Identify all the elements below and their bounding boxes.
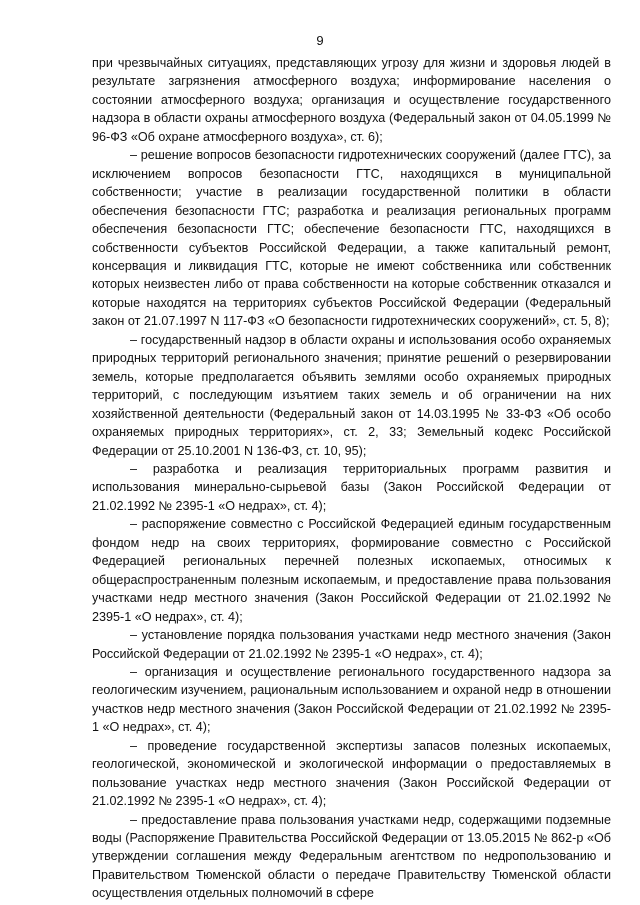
paragraph-hydraulic-structures: – решение вопросов безопасности гидротехнических сооружений (далее ГТС), за исключением вопросов безопасности ГТС, находящихся в муниципальной собственности; участие в реализации государственной политики в области обеспечения безопасности ГТС; разработка и реализация региональных программ обеспечения безопасности ГТС; обеспечение безопасности ГТС, находящихся в собственности субъектов Российской Федерации, а также капитальный ремонт, консервация и ликвидация ГТС, которые не имеют собственника или собственник которых неизвестен либо от права собственности на которые собственник отказался и которые находятся на территориях субъектов Российской Федерации (Федеральный закон от 21.07.1997 N 117-ФЗ «О безопасности гидротехнических сооружений», ст. 5, 8); [92, 148, 611, 329]
paragraph-protected-territories: – государственный надзор в области охраны и использования особо охраняемых природных территорий регионального значения; принятие решений о резервировании земель, которые предполагается объявить землями особо охраняемых природных территорий, с последующим изъятием таких земель и об ограничении на них хозяйственной деятельности (Федеральный закон от 14.03.1995 № 33-ФЗ «Об особо охраняемых природных территориях», ст. 2, 33; Земельный кодекс Российской Федерации от 25.10.2001 N 136-ФЗ, ст. 10, 95); [92, 332, 611, 458]
paragraph-air-protection: при чрезвычайных ситуациях, представляющих угрозу для жизни и здоровья людей в результате загрязнения атмосферного воздуха; информирование населения о состоянии атмосферного воздуха; организация и осуществление государственного надзора в области охраны атмосферного воздуха (Федеральный закон от 04.05.1999 № 96-ФЗ «Об охране атмосферного воздуха», ст. 6); [92, 56, 611, 144]
document-body [92, 54, 611, 903]
page-number: 9 [316, 33, 324, 48]
paragraph-reserves-expertise: – проведение государственной экспертизы запасов полезных ископаемых, геологической, экономической и экологической информации о предоставляемых в пользование участках недр местного значения (Закон Российской Федерации от 21.02.1992 № 2395-1 «О недрах», ст. 4); [92, 738, 611, 809]
paragraph-groundwater-rights: – предоставление права пользования участками недр, содержащими подземные воды (Распоряжение Правительства Российской Федерации от 13.05.2015 № 862-р «Об утверждении соглашения между Федеральным агентством по недропользованию и Правительством Тюменской области о передаче Правительству Тюменской области осуществления отдельных полномочий в сфере [92, 812, 611, 901]
paragraph-subsoil-supervision: – организация и осуществление регионального государственного надзора за геологическим изучением, рациональным использованием и охраной недр в отношении участков недр местного значения (Закон Российской Федерации от 21.02.1992 № 2395-1 «О недрах», ст. 4); [92, 664, 611, 735]
paragraph-mineral-base-programs: – разработка и реализация территориальных программ развития и использования минерально-сырьевой базы (Закон Российской Федерации от 21.02.1992 № 2395-1 «О недрах», ст. 4); [92, 461, 611, 513]
paragraph-subsoil-use-procedure: – установление порядка пользования участками недр местного значения (Закон Российской Федерации от 21.02.1992 № 2395-1 «О недрах», ст. 4); [92, 628, 611, 661]
paragraph-subsoil-fund: – распоряжение совместно с Российской Федерацией единым государственным фондом недр на своих территориях, формирование совместно с Российской Федерацией региональных перечней полезных ископаемых, относимых к общераспространенным полезным ископаемым, и предоставление права пользования участками недр местного значения (Закон Российской Федерации от 21.02.1992 № 2395-1 «О недрах», ст. 4); [92, 517, 611, 624]
